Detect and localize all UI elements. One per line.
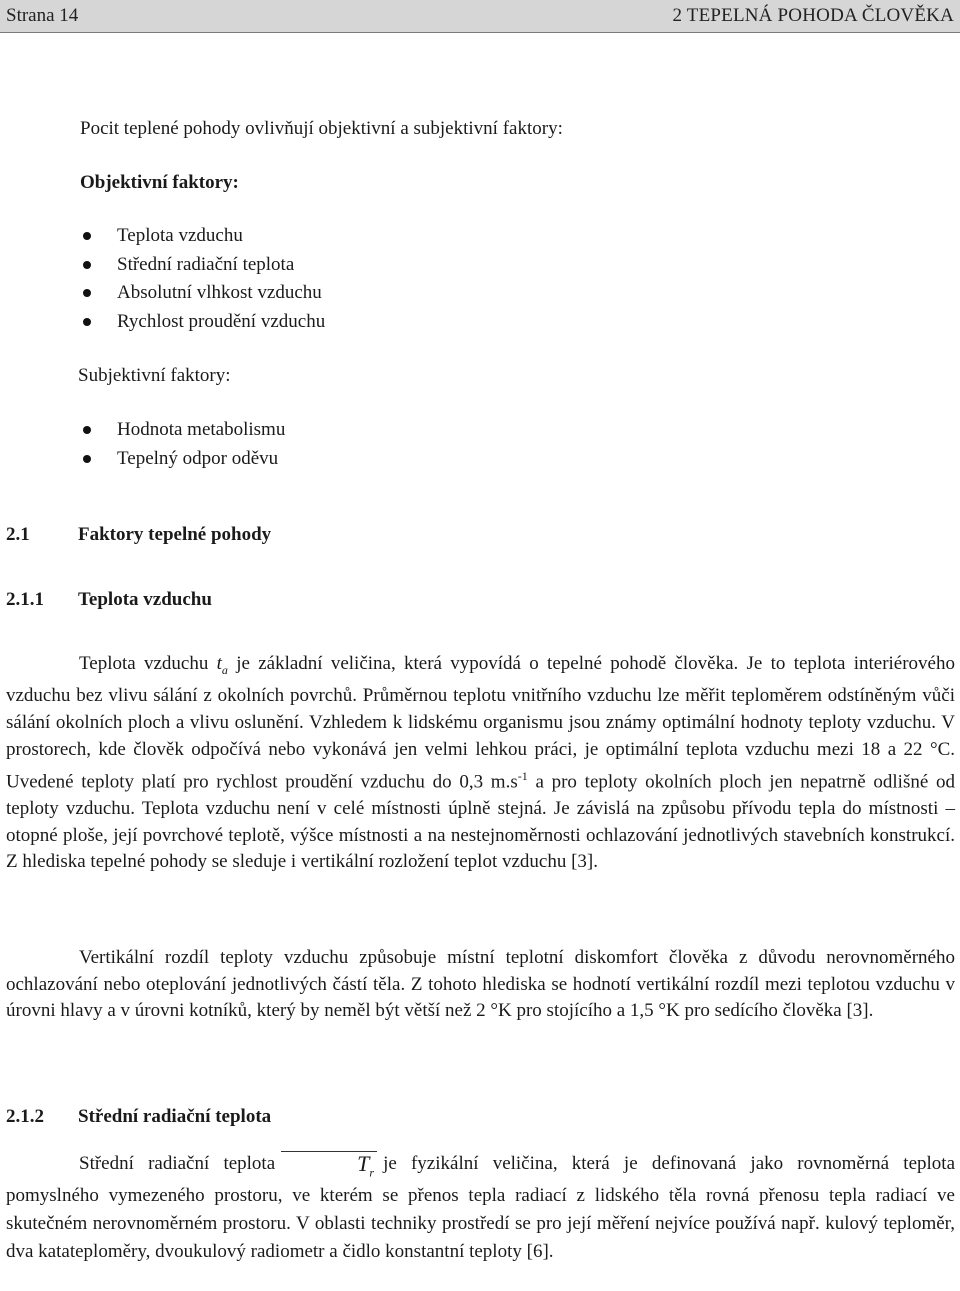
symbol: t <box>216 653 222 674</box>
page-header <box>0 0 960 33</box>
intro-text: Pocit teplené pohody ovlivňují objektivní a subjektivní faktory: <box>80 118 563 139</box>
list-item: Absolutní vlhkost vzduchu <box>80 279 325 308</box>
mean-radiant-temperature-symbol: $T_r$ <box>281 1151 377 1182</box>
page-number: Strana 14 <box>6 5 79 26</box>
objective-list <box>80 222 325 336</box>
chapter-title: 2 TEPELNÁ POHODA ČLOVĚKA <box>672 5 954 26</box>
subjective-heading: Subjektivní faktory: <box>78 365 231 386</box>
symbol-subscript: a <box>221 662 228 677</box>
subsection-title: Střední radiační teplota <box>78 1106 272 1127</box>
list-item: Střední radiační teplota <box>80 251 325 280</box>
subsection-number: 2.1.1 <box>6 589 44 610</box>
list-item: Hodnota metabolismu <box>80 416 285 445</box>
section-title: Faktory tepelné pohody <box>78 524 272 545</box>
exponent: -1 <box>517 769 528 784</box>
subsection-title: Teplota vzduchu <box>78 589 212 610</box>
section-number: 2.1 <box>6 524 30 545</box>
paragraph-vertical-difference: Vertikální rozdíl teploty vzduchu způsobuje místní teplotní diskomfort člověka z důvodu nerovnoměrného ochlazování nebo oteplování jednotlivých částí těla. Z tohoto hlediska se hodnotí vertikální rozdíl mezi teplotou vzduchu v úrovni hlavy a v úrovni kotníků, který by neměl být větší než 2 °K pro stojícího a 1,5 °K pro sedícího člověka [3]. <box>6 947 955 1022</box>
subsection-number: 2.1.2 <box>6 1106 44 1127</box>
paragraph-radiant-temperature: Střední radiační teplota $T_r$ je fyzikální veličina, která je definovaná jako rovnoměrná teplota pomyslného vymezeného prostoru, ve kterém se přenos tepla radiací z lidského těla rovná přenosu tepla radiací ve skutečném nerovnoměrném prostoru. V oblasti techniky prostředí se pro její měření nejvíce používá např. kulový teploměr, dva katateploměry, dvoukulový radiometr a čidlo konstantní teploty [6]. <box>6 1151 955 1263</box>
subjective-list <box>80 416 285 473</box>
objective-heading: Objektivní faktory: <box>80 172 239 193</box>
list-item: Rychlost proudění vzduchu <box>80 308 325 337</box>
list-item: Tepelný odpor oděvu <box>80 445 285 474</box>
list-item: Teplota vzduchu <box>80 222 325 251</box>
paragraph-air-temperature: Teplota vzduchu $t_a$ je základní veličina, která vypovídá o tepelné pohodě člověka. Je to teplota interiérového vzduchu bez vlivu sálání z okolních povrchů. Průměrnou teplotu vnitřního vzduchu lze měřit teploměrem odstíněným vůči sálání okolních ploch a vlivu oslunění. Vzhledem k lidskému organismu jsou známy optimální hodnoty teploty vzduchu. V prostorech, kde člověk odpočívá nebo vykonává jen velmi lehkou práci, je optimální teplota vzduchu mezi 18 a 22 °C. Uvedené teploty platí pro rychlost proudění vzduchu do 0,3 $m.s^{-1}$ a pro teploty okolních ploch jen nepatrně odlišné od teploty vzduchu. Teplota vzduchu není v celé místnosti úplně stejná. Je závislá na způsobu přívodu tepla do místnosti – otopné ploše, její povrchové teplotě, výšce místnosti a na nestejnoměrnosti ochlazování jednotlivých stavebních konstrukcí. Z hlediska tepelné pohody se sleduje i vertikální rozložení teplot vzduchu [3]. <box>6 653 955 873</box>
